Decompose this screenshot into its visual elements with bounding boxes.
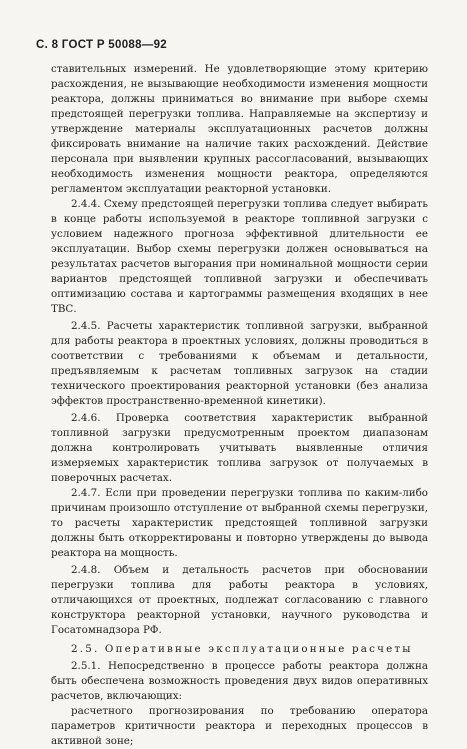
paragraph-2-4-7: 2.4.7. Если при проведении перегрузки топлива по каким-либо причинам произошло отступление от выбранной схемы перегрузки, то расчеты характеристик предстоящей топливной загрузки должны быть откорректированы и повторно утверждены до вывода реактора на мощность. xyxy=(51,487,428,559)
list-item: расчетного прогнозирования по требованию оператора параметров критичности реактора и переходных процессов в активной зоне; xyxy=(51,705,428,747)
section-heading-2-5: 2.5. Оперативные эксплуатационные расчеты xyxy=(71,643,413,655)
paragraph-2-4-4: 2.4.4. Схему предстоящей перегрузки топлива следует выбирать в конце работы используемой в реакторе топливной загрузки с условием надежного прогноза эффективной длительности ее эксплуатации. Выбор схемы перегрузки должен основываться на результатах расчетов выгорания при номинальной мощности серии вариантов предстоящей топливной загрузки и обеспечивать оптимизацию состава и картограммы размещения входящих в нее ТВС. xyxy=(51,198,428,315)
body-text xyxy=(51,62,428,749)
paragraph-2-4-8: 2.4.8. Объем и детальность расчетов при обосновании перегрузки топлива для работы реактора в условиях, отличающихся от проектных, подлежат согласованию с главного конструктора реакторной установки, научного руководства и Госатомнадзора РФ. xyxy=(51,564,428,636)
page-header: С. 8 ГОСТ Р 50088—92 xyxy=(36,39,167,51)
paragraph-2-4-6: 2.4.6. Проверка соответствия характеристик выбранной топливной загрузки предусмотренным проектом диапазонам должна контролировать учитывать выявленные отличия измеряемых характеристик топлива загрузок от получаемых в поверочных расчетах. xyxy=(51,412,428,484)
paragraph-2-4-5: 2.4.5. Расчеты характеристик топливной загрузки, выбранной для работы реактора в проектных условиях, должны проводиться в соответствии с требованиями к объемам и детальности, предъявляемым к расчетам топливных загрузок на стадии технического проектирования реакторной установки (без анализа эффектов пространственно-временной кинетики). xyxy=(51,320,428,407)
paragraph-2-5-1: 2.5.1. Непосредственно в процессе работы реактора должна быть обеспечена возможность проведения двух видов оперативных расчетов, включающих: xyxy=(51,660,428,702)
paragraph-continued: ставительных измерений. Не удовлетворяющие этому критерию расхождения, не вызывающие необходимости изменения мощности реактора, должны приниматься во внимание при выборе схемы предстоящей перегрузки топлива. Направляемые на экспертизу и утверждение материалы эксплуатационных расчетов должны фиксировать внимание на наличие таких расхождений. Действие персонала при выявлении крупных рассогласований, вызывающих необходимость изменения мощности реактора, определяются регламентом эксплуатации реакторной установки. xyxy=(51,63,428,195)
